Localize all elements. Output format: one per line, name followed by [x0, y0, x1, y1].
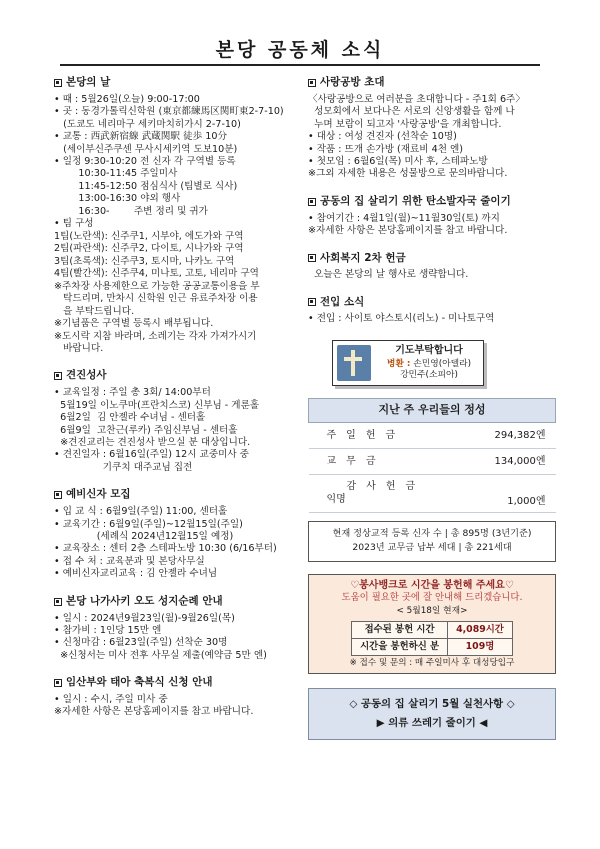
section-line: ※기념품은 구역별 등록시 배부됩니다. — [54, 318, 214, 330]
section-line: 6월9일 고찬근(루카) 주임신부님 - 센터홀 — [54, 424, 238, 436]
practice-heading: ◇ 공동의 집 살리기 5월 실천사항 ◇ — [349, 698, 515, 711]
section-heading — [54, 76, 304, 90]
section-line: • 일시 : 수시, 주일 미사 중 — [54, 694, 168, 706]
practice-box — [308, 688, 556, 739]
section-line: • 참가비 : 1인당 15만 엔 — [54, 624, 162, 636]
section-heading — [54, 488, 304, 502]
section-line: 오늘은 본당의 날 행사로 생략합니다. — [308, 269, 469, 281]
section-line: (세이부신주쿠센 무사시세키역 도보10분) — [54, 143, 238, 155]
section-parish-day — [54, 76, 304, 355]
right-sections — [308, 76, 556, 326]
section-line: 13:00-16:30 야외 행사 — [54, 193, 181, 205]
title-underline — [60, 64, 540, 66]
section-line: 〈사랑공방으로 여러분을 초대합니다 - 주1회 6주〉 — [308, 93, 525, 105]
section-line: 2팀(파란색): 신주쿠2, 다이토, 시나가와 구역 — [54, 243, 244, 255]
offering-row — [309, 448, 556, 474]
offering-label-main: 감사헌금 — [346, 481, 426, 493]
section-heading — [308, 195, 556, 209]
section-line: • 첫모임 : 6월6일(목) 미사 후, 스테파노방 — [308, 155, 488, 167]
square-bullet-icon — [54, 491, 62, 499]
section-transfer — [308, 296, 556, 326]
page-title-wrap — [0, 38, 600, 63]
section-line: 4팀(빨간색): 신주쿠4, 미나토, 고토, 네리마 구역 — [54, 268, 259, 280]
section-title: 견진성사 — [66, 369, 107, 382]
offering-label: 주일헌금 — [309, 422, 476, 448]
section-line: 바랍니다. — [54, 343, 104, 355]
section-catechumen — [54, 488, 304, 580]
section-title: 사회복지 2차 헌금 — [320, 251, 406, 264]
offering-value: 1,000엔 — [475, 474, 555, 512]
square-bullet-icon — [308, 298, 316, 306]
section-heading — [308, 76, 556, 90]
prayer-label: 병환 : — [386, 358, 411, 369]
section-line: • 곳 : 동경가톨릭신학원 (東京都練馬区関町東2-7-10) — [54, 106, 284, 118]
section-heading — [308, 296, 556, 310]
section-line: 5월19일 이노쿠마(프란치스코) 신부님 - 게룬홀 — [54, 399, 260, 411]
service-bank-heading: ♡봉사뱅크로 시간을 봉헌해 주세요♡ — [350, 580, 514, 592]
section-heading — [54, 369, 304, 383]
section-line: • 작품 : 뜨개 손가방 (재료비 4천 엔) — [308, 143, 464, 155]
section-welfare — [308, 252, 556, 282]
offering-value: 134,000엔 — [475, 448, 555, 474]
service-label: 접수된 봉헌 시간 — [352, 621, 448, 638]
section-heading — [54, 595, 304, 609]
right-column — [308, 76, 556, 740]
service-bank-contact: ※ 접수 및 문의 : 매 주일미사 후 대성당입구 — [349, 658, 515, 669]
section-title: 전입 소식 — [320, 295, 365, 308]
square-bullet-icon — [54, 598, 62, 606]
section-line: 10:30-11:45 주일미사 — [54, 168, 178, 180]
offering-table — [308, 398, 556, 513]
section-line: • 교육일정 : 주일 총 3회/ 14:00부터 — [54, 387, 211, 399]
service-label: 시간을 봉헌하신 분 — [352, 639, 448, 656]
section-line: 기쿠치 대주교님 집전 — [54, 461, 193, 473]
section-line: 6월2일 김 안젤라 수녀님 - 센터홀 — [54, 412, 206, 424]
section-heading — [308, 252, 556, 266]
offering-heading: 지난 주 우리들의 정성 — [309, 398, 556, 422]
section-line: • 팀 구성 — [54, 218, 94, 230]
section-line: ※견진교리는 견진성사 받으실 분 대상입니다. — [54, 437, 251, 448]
section-pilgrimage — [54, 595, 304, 663]
offering-label — [309, 474, 476, 512]
section-line: • 때 : 5월26일(오늘) 9:00-17:00 — [54, 93, 200, 105]
section-confirmation — [54, 369, 304, 474]
service-bank-box — [308, 574, 556, 674]
square-bullet-icon — [308, 79, 316, 87]
section-line: 11:45-12:50 점심식사 (팀별로 식사) — [54, 180, 238, 192]
service-value: 4,089시간 — [448, 621, 513, 638]
service-bank-table — [351, 621, 513, 656]
service-bank-period: < 5월18일 현재> — [396, 606, 468, 617]
section-line: • 교통 : 西武新宿線 武蔵関駅 徒歩 10分 — [54, 131, 228, 143]
section-line: 을 부탁드립니다. — [54, 305, 135, 317]
membership-box — [308, 521, 556, 562]
section-line: • 교육기간 : 6월9일(주일)~12월15일(주일) — [54, 518, 243, 530]
section-line: 16:30- 주변 정리 및 귀가 — [54, 205, 208, 217]
section-line: • 대상 : 여성 견진자 (선착순 10명) — [308, 131, 457, 143]
section-line: • 신청마감 : 6월23일(주일) 선착순 30명 — [54, 637, 228, 649]
section-line: • 전입 : 사이토 야스토시(리노) - 미나토구역 — [308, 313, 495, 325]
section-line: (도쿄도 네리마구 세키마치히가시 2-7-10) — [54, 118, 241, 130]
prayer-name-1: 손민영(아델라) — [413, 358, 472, 369]
square-bullet-icon — [308, 254, 316, 262]
square-bullet-icon — [308, 198, 316, 206]
section-line: ※도시락 지참 바라며, 소레기는 각자 가져가시기 — [54, 330, 257, 342]
membership-count: 현재 정상교적 등록 신자 수 | 총 895명 (3년기준) — [332, 527, 532, 539]
section-line: 1팀(노란색): 신주쿠1, 시부야, 에도가와 구역 — [54, 230, 244, 242]
section-line: ※주차장 사용제한으로 가능한 공공교통이용을 부 — [54, 280, 260, 292]
prayer-text — [377, 344, 481, 382]
section-line: • 견진일자 : 6월16일(주일) 12시 교중미사 중 — [54, 449, 249, 461]
service-bank-sub: 도움이 필요한 곳에 잘 안내해 드리겠습니다. — [341, 592, 523, 604]
prayer-name-2: 강민주(소피아) — [400, 370, 458, 381]
section-line: ※신청서는 미사 전후 사무실 제출(예약금 5만 엔) — [54, 649, 267, 661]
prayer-heading: 기도부탁합니다 — [395, 344, 463, 356]
household-count: 2023년 교무금 납부 세대 | 총 221세대 — [352, 542, 512, 554]
section-line: • 접 수 처 : 교육분과 및 본당사무실 — [54, 555, 205, 567]
section-line: 3팀(초록색): 신주쿠3, 토시마, 나카노 구역 — [54, 255, 235, 267]
offering-label: 교무금 — [309, 448, 476, 474]
section-title: 본당의 날 — [66, 76, 111, 88]
section-title: 본당 나가사키 오도 성지순례 안내 — [66, 594, 223, 607]
practice-item: ▶ 의류 쓰레기 줄이기 ◀ — [376, 717, 488, 730]
section-title: 사랑공방 초대 — [320, 76, 385, 88]
square-bullet-icon — [54, 79, 62, 87]
section-line: • 입 교 식 : 6월9일(주일) 11:00, 센터홀 — [54, 506, 228, 518]
section-line: ※자세한 사항은 본당홈페이지를 참고 바랍니다. — [308, 225, 508, 237]
section-line: 성모회에서 보다나은 서로의 신앙생활을 함께 나 — [308, 106, 515, 118]
section-title: 임산부와 태아 축복식 신청 안내 — [66, 676, 213, 689]
section-line: • 교육장소 : 센터 2층 스테파노방 10:30 (6/16부터) — [54, 543, 277, 555]
service-row — [352, 639, 513, 656]
section-line: ※그외 자세한 내용은 성물방으로 문의바랍니다. — [308, 168, 508, 180]
section-title: 예비신자 모집 — [66, 488, 131, 501]
section-line: • 일정 9:30-10:20 전 신자 각 구역별 등록 — [54, 155, 236, 167]
left-column — [54, 76, 304, 733]
prayer-request-box — [332, 340, 484, 386]
offering-row — [309, 474, 556, 512]
section-line: (세례식 2024년12월15일 예정) — [54, 530, 234, 542]
section-line: • 참여기간 : 4월1일(월)~11월30일(토) 까지 — [308, 212, 500, 224]
offering-value: 294,382엔 — [475, 422, 555, 448]
section-title: 공동의 집 살리기 위한 탄소발자국 줄이기 — [320, 194, 511, 207]
offering-row — [309, 422, 556, 448]
prayer-line-2 — [377, 370, 481, 381]
section-line: 누며 보람이 되고자 '사랑공방'을 개최합니다. — [308, 118, 502, 130]
cross-window-icon — [337, 345, 371, 381]
square-bullet-icon — [54, 679, 62, 687]
section-line: • 일시 : 2024년9월23일(월)-9월26일(목) — [54, 612, 235, 624]
section-line: 탁드리며, 만차시 신학원 인근 유료주차장 이용 — [54, 293, 258, 305]
section-heading — [54, 676, 304, 690]
prayer-line-1 — [377, 359, 481, 370]
page-title: 본당 공동체 소식 — [215, 39, 385, 61]
square-bullet-icon — [54, 372, 62, 380]
section-line: ※자세한 사항은 본당홈페이지를 참고 바랍니다. — [54, 706, 254, 718]
section-pregnancy — [54, 676, 304, 719]
service-row — [352, 621, 513, 638]
section-carbon — [308, 195, 556, 238]
service-value: 109명 — [448, 639, 513, 656]
section-love-room — [308, 76, 556, 181]
section-line: • 예비신자교리교육 : 김 안젤라 수녀님 — [54, 568, 218, 580]
offering-label-sub: 익명 — [326, 494, 346, 506]
